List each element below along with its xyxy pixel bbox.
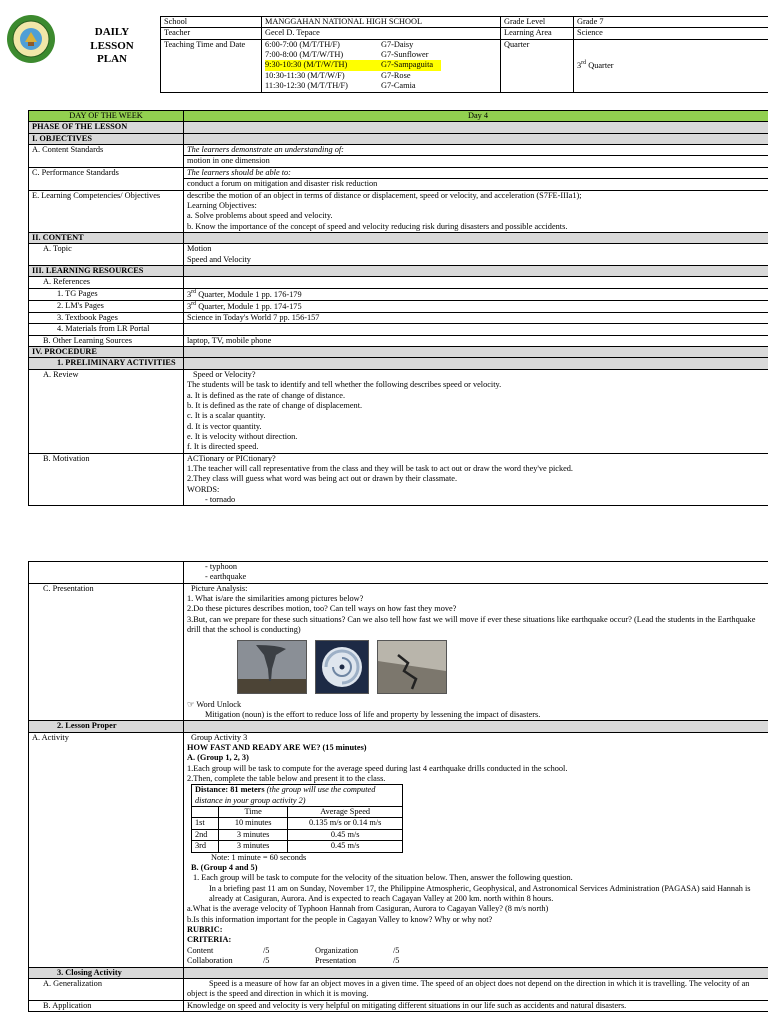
topic-line: Speed and Velocity (187, 254, 251, 264)
motivation-item: 1.The teacher will call representative from the class and they will be task to act out or draw the word they've picked. (187, 464, 574, 474)
application-text: Knowledge on speed and velocity is very helpful on mitigating different situations in our life such as accidents and natural disasters. (184, 1000, 768, 1011)
performance-standards-intro: The learners should be able to: (184, 167, 768, 178)
content-standards-intro: The learners demonstrate an understanding of: (184, 145, 768, 156)
header-info-table (160, 16, 768, 93)
earthquake-image (377, 640, 447, 694)
schedule-row: 7:00-8:00 (M/T/W/TH) G7-Sunflower (265, 50, 429, 60)
group-b-text: In a briefing past 11 am on Sunday, November 17, the Philippine Atmospheric, Geophysical, and Astronomical Services Administration (PAGASA) said Hannah is already at Casiguran, Aurora. And is expected to reach Cagayan Valley at 200 km. north within 8 hours. (209, 883, 751, 903)
lm-pages-label: 2. LM's Pages (29, 300, 184, 312)
distance-note: (the group will use the computed distance in your group activity 2) (195, 785, 376, 805)
learning-objective-item: a. Solve problems about speed and velocity. (187, 211, 333, 221)
quarter-value: 3rd Quarter (574, 39, 768, 92)
materials-label: 4. Materials from LR Portal (29, 324, 184, 335)
group-a-label: A. (Group 1, 2, 3) (187, 753, 249, 763)
criteria-row: Collaboration /5 Presentation /5 (187, 956, 400, 966)
table-cell: 0.45 m/s (288, 841, 403, 852)
table-cell: 2nd (192, 829, 219, 840)
performance-standards-label: C. Performance Standards (29, 167, 184, 190)
teacher-label: Teacher (161, 28, 262, 39)
table-cell: 1st (192, 818, 219, 829)
application-label: B. Application (29, 1000, 184, 1011)
table-header: Average Speed (288, 807, 403, 818)
speed-table (191, 784, 403, 852)
distance-cell (192, 785, 403, 807)
title-line-2: LESSON (90, 39, 134, 52)
schedule-row: 6:00-7:00 (M/T/TH/F) G7-Daisy (265, 39, 414, 49)
rubric-label: RUBRIC: (187, 925, 223, 935)
table-cell: 0.135 m/s or 0.14 m/s (288, 818, 403, 829)
schedule-row-highlighted: 9:30-10:30 (M/T/W/TH) G7-Sampaguita (265, 60, 441, 70)
schedule-row: 11:30-12:30 (M/T/TH/F) G7-Camia (265, 81, 416, 91)
table-cell: 3 minutes (219, 829, 288, 840)
distance-label: Distance: 81 meters (195, 785, 265, 795)
generalization-text: Speed is a measure of how far an object moves in a given time. The speed of an object does not depend on the direction in which it is travelling. The velocity of an object is the speed and direction in which it is moving. (184, 978, 768, 1000)
schedule-row: 10:30-11:30 (M/T/W/F) G7-Rose (265, 70, 411, 80)
review-item: b. It is defined as the rate of change of displacement. (187, 400, 363, 410)
topic-label: A. Topic (29, 244, 184, 266)
word-item: - earthquake (205, 572, 247, 582)
picture-row (237, 640, 768, 694)
table-header: Time (219, 807, 288, 818)
tg-pages-value: 3rd Quarter, Module 1 pp. 176-179 (184, 288, 768, 300)
resources-label: III. LEARNING RESOURCES (29, 266, 184, 277)
tg-pages-label: 1. TG Pages (29, 288, 184, 300)
procedure-label: IV. PROCEDURE (29, 347, 184, 358)
review-item: c. It is a scalar quantity. (187, 411, 266, 421)
group-a-item: 1.Each group will be task to compute for the average speed during last 4 earthquake drills conducted in the school. (187, 763, 568, 773)
topic-line: Motion (187, 244, 212, 254)
table-cell: 3 minutes (219, 841, 288, 852)
lesson-proper-label: 2. Lesson Proper (29, 721, 184, 732)
review-cell (184, 369, 768, 453)
words-label: WORDS: (187, 484, 220, 494)
grade-value: Grade 7 (574, 17, 768, 28)
review-item: d. It is vector quantity. (187, 421, 262, 431)
criteria-label: CRITERIA: (187, 935, 232, 945)
school-label: School (161, 17, 262, 28)
references-label: A. References (29, 277, 184, 288)
review-label: A. Review (29, 369, 184, 453)
presentation-cell (184, 583, 768, 721)
document-title (70, 26, 154, 67)
school-seal-logo (6, 14, 56, 64)
group-a-item: 2.Then, complete the table below and present it to the class. (187, 774, 386, 784)
day-of-week-label: DAY OF THE WEEK (29, 111, 184, 122)
motivation-title: ACTionary or PICtionary? (187, 453, 276, 463)
review-item: e. It is velocity without direction. (187, 431, 298, 441)
objectives-label: I. OBJECTIVES (29, 133, 184, 144)
presentation-item: 2.Do these pictures describes motion, too? Can tell ways on how fast they move? (187, 604, 457, 614)
lesson-plan-table-page1 (28, 110, 768, 506)
group-b-question: b.Is this information important for the people in Cagayan Valley to know? Why or why not? (187, 914, 493, 924)
presentation-item: 3.But, can we prepare for these such situations? Can we also tell how fast we will move if ever these situations like earthquake occur? (Lead the students in the Earthquake drill that the school is conducting) (187, 614, 756, 635)
textbook-pages-value: Science in Today's World 7 pp. 156-157 (184, 313, 768, 324)
group-b-intro: 1. Each group will be task to compute for the velocity of the situation below. Then, answer the following question. (193, 873, 573, 883)
criteria-row: Content /5 Organization /5 (187, 945, 400, 955)
review-item: a. It is defined as the rate of change of distance. (187, 390, 346, 400)
words-continued-cell (184, 562, 768, 584)
pointer-hand-icon: ☞ (187, 699, 195, 709)
table-cell: 0.45 m/s (288, 829, 403, 840)
day-value: Day 4 (184, 111, 768, 122)
generalization-label: A. Generalization (29, 978, 184, 1000)
activity-subtitle: HOW FAST AND READY ARE WE? (15 minutes) (187, 742, 367, 752)
competencies-label: E. Learning Competencies/ Objectives (29, 190, 184, 232)
content-standards-label: A. Content Standards (29, 145, 184, 168)
review-item: f. It is directed speed. (187, 442, 259, 452)
word-unlock (187, 700, 768, 710)
other-sources-value: laptop, TV, mobile phone (184, 335, 768, 346)
competencies-cell (184, 190, 768, 232)
presentation-item: 1. What is/are the similarities among pictures below? (187, 594, 364, 604)
table-cell: 10 minutes (219, 818, 288, 829)
schedule-list (262, 39, 501, 92)
competencies-value: describe the motion of an object in terms of distance or displacement, speed or velocity, and acceleration (S7FE-IIIa1); (187, 190, 582, 200)
word-unlock-label: Word Unlock (196, 699, 242, 709)
group-b-label: B. (Group 4 and 5) (191, 862, 258, 872)
activity-label: A. Activity (29, 732, 184, 967)
activity-title: Group Activity 3 (191, 732, 248, 742)
time-label: Teaching Time and Date (161, 39, 262, 92)
motivation-cell (184, 453, 768, 506)
activity-cell (184, 732, 768, 967)
lesson-plan-table-page2 (28, 561, 768, 1012)
area-label: Learning Area (501, 28, 574, 39)
group-b-question: a.What is the average velocity of Typhoon Hannah from Casiguran, Aurora to Cagayan Valley? (8 m/s north) (187, 904, 549, 914)
preliminary-activities-label: 1. PRELIMINARY ACTIVITIES (29, 358, 184, 369)
title-line-1: DAILY (94, 26, 130, 38)
learning-objectives-label: Learning Objectives: (187, 200, 257, 210)
school-value: MANGGAHAN NATIONAL HIGH SCHOOL (262, 17, 501, 28)
lm-pages-value: 3rd Quarter, Module 1 pp. 174-175 (184, 300, 768, 312)
teacher-value: Gecel D. Tepace (262, 28, 501, 39)
review-intro: The students will be task to identify and tell whether the following describes speed or velocity. (187, 380, 502, 390)
word-item: - typhoon (205, 562, 238, 571)
word-unlock-text: Mitigation (noun) is the effort to reduce loss of life and property by lessening the impact of disasters. (205, 709, 541, 719)
content-section-label: II. CONTENT (29, 232, 184, 243)
review-title: Speed or Velocity? (193, 369, 256, 379)
tornado-image (237, 640, 307, 694)
presentation-title: Picture Analysis: (191, 583, 248, 593)
area-value: Science (574, 28, 768, 39)
quarter-label: Quarter (501, 39, 574, 92)
motivation-item: 2.They class will guess what word was being act out or drawn by their classmate. (187, 474, 458, 484)
typhoon-image (315, 640, 369, 694)
learning-objective-item: b. Know the importance of the concept of speed and velocity reducing risk during disasters and possible accidents. (187, 221, 568, 231)
table-header (192, 807, 219, 818)
word-item: - tornado (205, 495, 236, 505)
table-note: Note: 1 minute = 60 seconds (211, 852, 307, 862)
grade-label: Grade Level (501, 17, 574, 28)
topic-cell (184, 244, 768, 266)
performance-standards-value: conduct a forum on mitigation and disaster risk reduction (184, 179, 768, 190)
presentation-label: C. Presentation (29, 583, 184, 721)
other-sources-label: B. Other Learning Sources (29, 335, 184, 346)
textbook-pages-label: 3. Textbook Pages (29, 313, 184, 324)
motivation-label: B. Motivation (29, 453, 184, 506)
phase-label: PHASE OF THE LESSON (29, 122, 184, 133)
closing-activity-label: 3. Closing Activity (29, 967, 184, 978)
title-line-3: PLAN (97, 53, 127, 65)
content-standards-value: motion in one dimension (184, 156, 768, 167)
table-cell: 3rd (192, 841, 219, 852)
